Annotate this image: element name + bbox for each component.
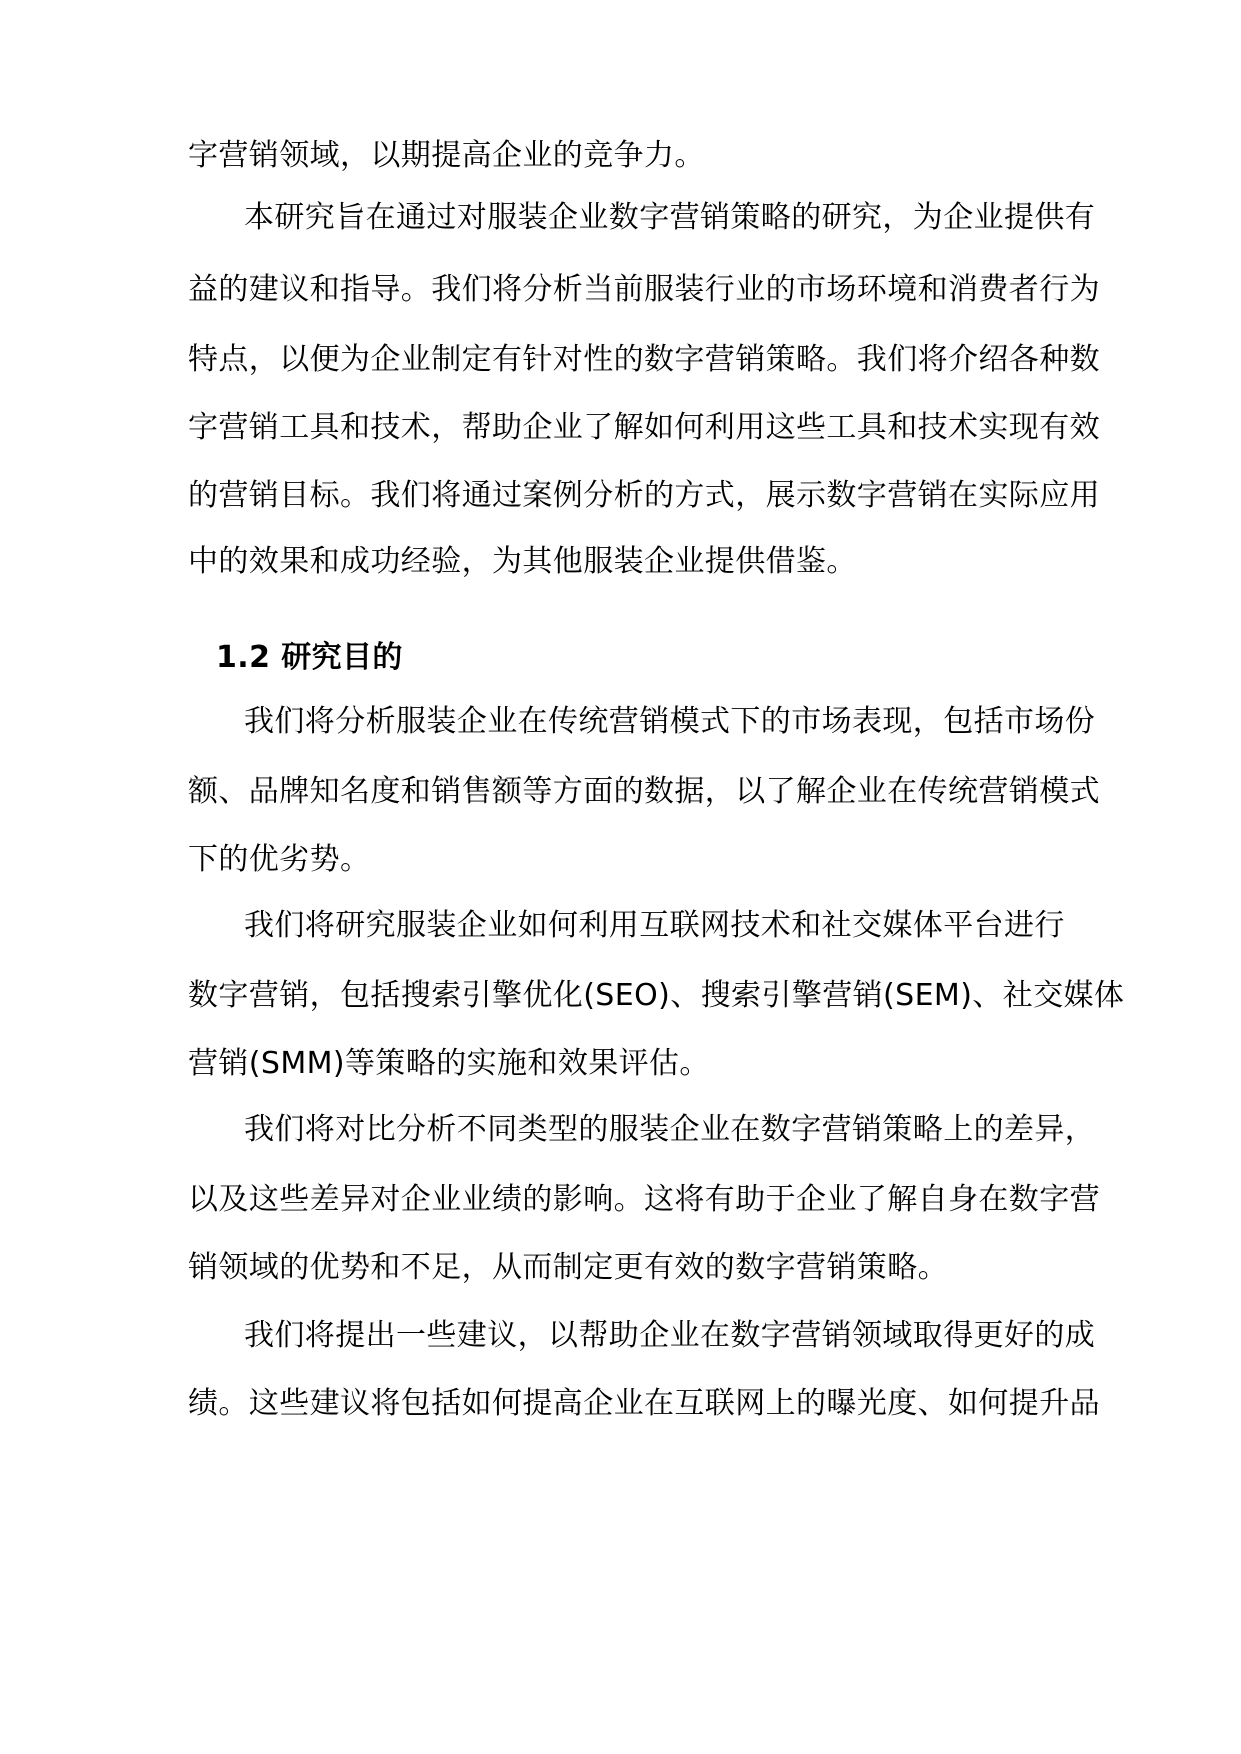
text-line: 的营销目标。我们将通过案例分析的方式，展示数字营销在实际应用 <box>188 478 1100 513</box>
text-line: 以及这些差异对企业业绩的影响。这将有助于企业了解自身在数字营 <box>188 1182 1100 1217</box>
text-line: 绩。这些建议将包括如何提高企业在互联网上的曝光度、如何提升品 <box>188 1386 1100 1421</box>
text-line: 中的效果和成功经验，为其他服装企业提供借鉴。 <box>188 544 857 579</box>
text-line: 营销(SMM)等策略的实施和效果评估。 <box>188 1046 710 1081</box>
text-line: 下的优劣势。 <box>188 842 371 877</box>
text-line: 销领域的优势和不足，从而制定更有效的数字营销策略。 <box>188 1250 948 1285</box>
text-line: 额、品牌知名度和销售额等方面的数据，以了解企业在传统营销模式 <box>188 774 1100 809</box>
paragraph-first-line: 我们将研究服装企业如何利用互联网技术和社交媒体平台进行 <box>244 908 1065 943</box>
paragraph-first-line: 我们将分析服装企业在传统营销模式下的市场表现，包括市场份 <box>244 704 1096 739</box>
text-line: 特点，以便为企业制定有针对性的数字营销策略。我们将介绍各种数 <box>188 342 1100 377</box>
paragraph-first-line: 我们将提出一些建议，以帮助企业在数字营销领域取得更好的成 <box>244 1318 1096 1353</box>
text-line: 字营销领域，以期提高企业的竞争力。 <box>188 138 705 173</box>
text-line: 字营销工具和技术，帮助企业了解如何利用这些工具和技术实现有效 <box>188 410 1100 445</box>
paragraph-first-line: 我们将对比分析不同类型的服装企业在数字营销策略上的差异， <box>244 1112 1096 1147</box>
paragraph-first-line: 本研究旨在通过对服装企业数字营销策略的研究，为企业提供有 <box>244 200 1096 235</box>
text-line: 数字营销，包括搜索引擎优化(SEO)、搜索引擎营销(SEM)、社交媒体 <box>188 978 1125 1013</box>
section-heading: 1.2 研究目的 <box>216 640 403 675</box>
text-line: 益的建议和指导。我们将分析当前服装行业的市场环境和消费者行为 <box>188 272 1100 307</box>
